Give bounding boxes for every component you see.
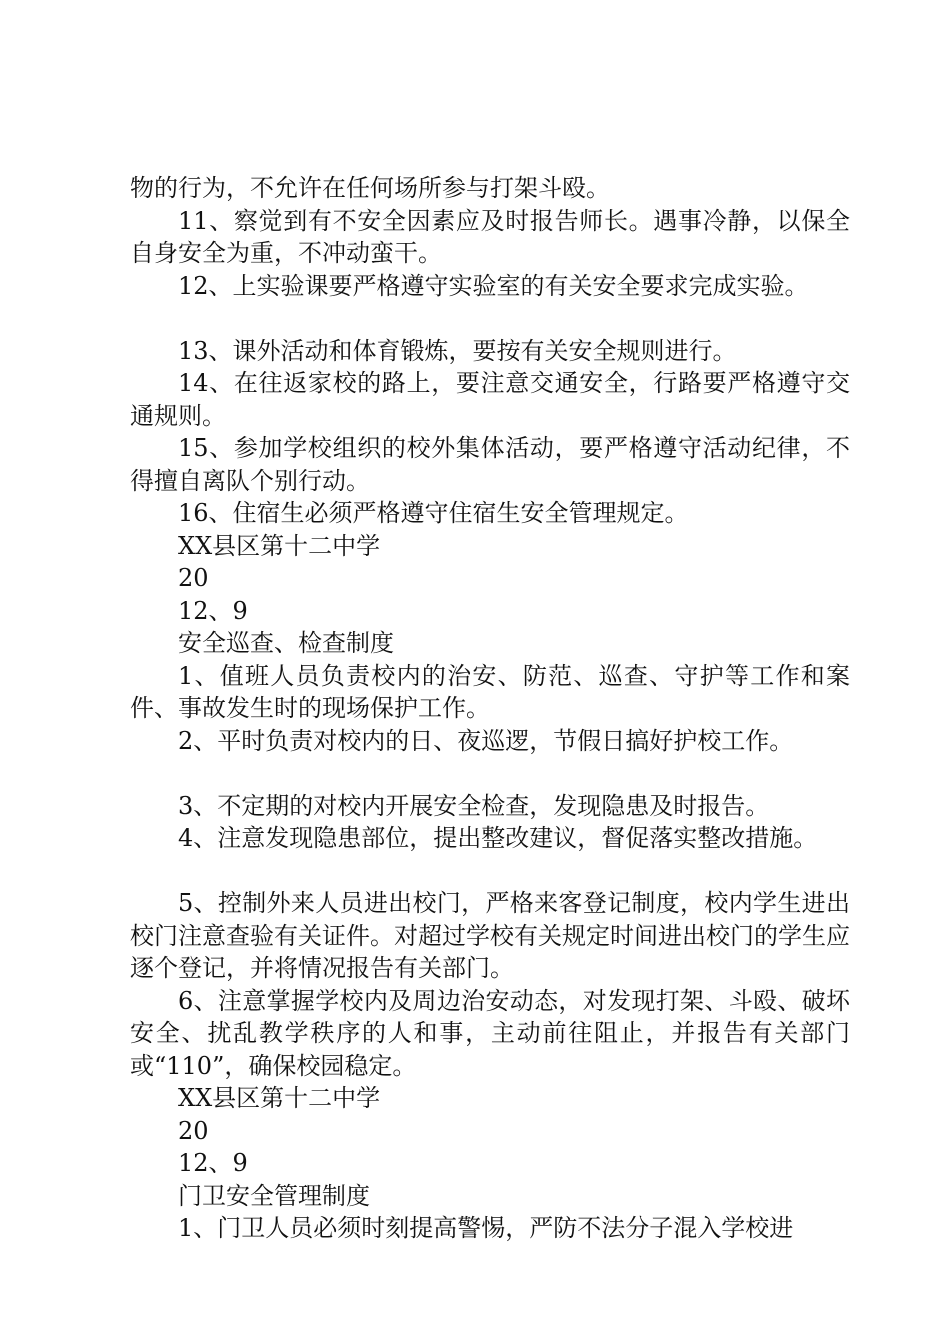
section-title-gate-security: 门卫安全管理制度 — [178, 1181, 370, 1210]
paragraph-rule-12: 12、上实验课要严格遵守实验室的有关安全要求完成实验。 — [178, 271, 809, 300]
paragraph-patrol-4: 4、注意发现隐患部位，提出整改建议，督促落实整改措施。 — [178, 824, 818, 852]
paragraph-rule-11: 11、察觉到有不安全因素应及时报告师长。遇事冷静，以保全自身安全为重，不冲动蛮干。 — [130, 206, 850, 267]
paragraph-rule-14: 14、在往返家校的路上，要注意交通安全，行路要严格遵守交通规则。 — [130, 369, 850, 430]
paragraph-patrol-2: 2、平时负责对校内的日、夜巡逻，节假日搞好护校工作。 — [178, 726, 794, 755]
date-year: 20 — [178, 1116, 209, 1145]
paragraph-gate-1: 1、门卫人员必须时刻提高警惕，严防不法分子混入学校进 — [178, 1214, 794, 1242]
paragraph-patrol-3: 3、不定期的对校内开展安全检查，发现隐患及时报告。 — [178, 791, 770, 820]
paragraph-rule-16: 16、住宿生必须严格遵守住宿生安全管理规定。 — [178, 499, 689, 527]
paragraph-patrol-5: 5、控制外来人员进出校门，严格来客登记制度，校内学生进出校门注意查验有关证件。对超过学校有关规定时间进出校门的学生应逐个登记，并将情况报告有关部门。 — [130, 889, 850, 982]
date-month-day: 12、9 — [178, 596, 248, 625]
paragraph-rule-13: 13、课外活动和体育锻炼，要按有关安全规则进行。 — [178, 336, 737, 365]
section-title-patrol-inspection: 安全巡查、检查制度 — [178, 629, 394, 657]
date-year: 20 — [178, 564, 209, 592]
paragraph-patrol-1: 1、值班人员负责校内的治安、防范、巡查、守护等工作和案件、事故发生时的现场保护工作。 — [130, 661, 850, 722]
school-name: XX县区第十二中学 — [178, 1084, 381, 1112]
paragraph-rule-15: 15、参加学校组织的校外集体活动，要严格遵守活动纪律，不得擅自离队个别行动。 — [130, 434, 850, 495]
document-body — [130, 172, 850, 1245]
date-month-day: 12、9 — [178, 1149, 248, 1177]
school-name: XX县区第十二中学 — [178, 531, 381, 560]
paragraph-patrol-6: 6、注意掌握学校内及周边治安动态，对发现打架、斗殴、破坏安全、扰乱教学秩序的人和事，主动前往阻止，并报告有关部门或“110”，确保校园稳定。 — [130, 986, 850, 1080]
paragraph-continuation: 物的行为，不允许在任何场所参与打架斗殴。 — [130, 174, 610, 202]
